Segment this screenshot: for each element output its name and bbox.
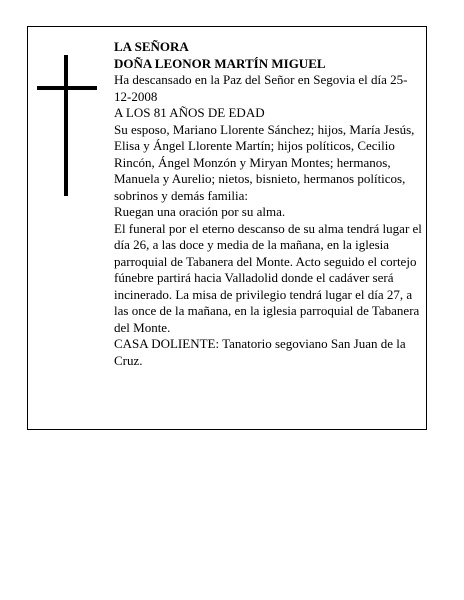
obituary-text	[114, 39, 424, 369]
prayer-request: Ruegan una oración por su alma.	[114, 204, 286, 219]
cross-vertical-bar	[64, 55, 68, 196]
funeral-details: El funeral por el eterno descanso de su alma tendrá lugar el día 26, a las doce y media de la mañana, en la iglesia parroquial de Tabanera del Monte. Acto seguido el cortejo fúnebre partirá hacia Valladolid donde el cadáver será incinerado. La misa de privilegio tendrá lugar el día 27, a las once de la mañana, en la iglesia parroquial de Tabanera del Monte.	[114, 220, 422, 335]
obituary-title: LA SEÑORA	[114, 39, 189, 54]
mourning-house: CASA DOLIENTE: Tanatorio segoviano San Juan de la Cruz.	[114, 336, 406, 368]
rest-line: Ha descansado en la Paz del Señor en Segovia el día 25-12-2008	[114, 72, 408, 104]
family-list: Su esposo, Mariano Llorente Sánchez; hijos, María Jesús, Elisa y Ángel Llorente Martín; hijos políticos, Cecilio Rincón, Ángel Monzón y Miryan Montes; hermanos, Manuela y Aurelio; nietos, bisnieto, hermanos políticos, sobrinos y demás familia:	[114, 121, 415, 203]
age-line: A LOS 81 AÑOS DE EDAD	[114, 105, 265, 120]
deceased-name: DOÑA LEONOR MARTÍN MIGUEL	[114, 55, 326, 71]
cross-horizontal-bar	[37, 86, 97, 90]
